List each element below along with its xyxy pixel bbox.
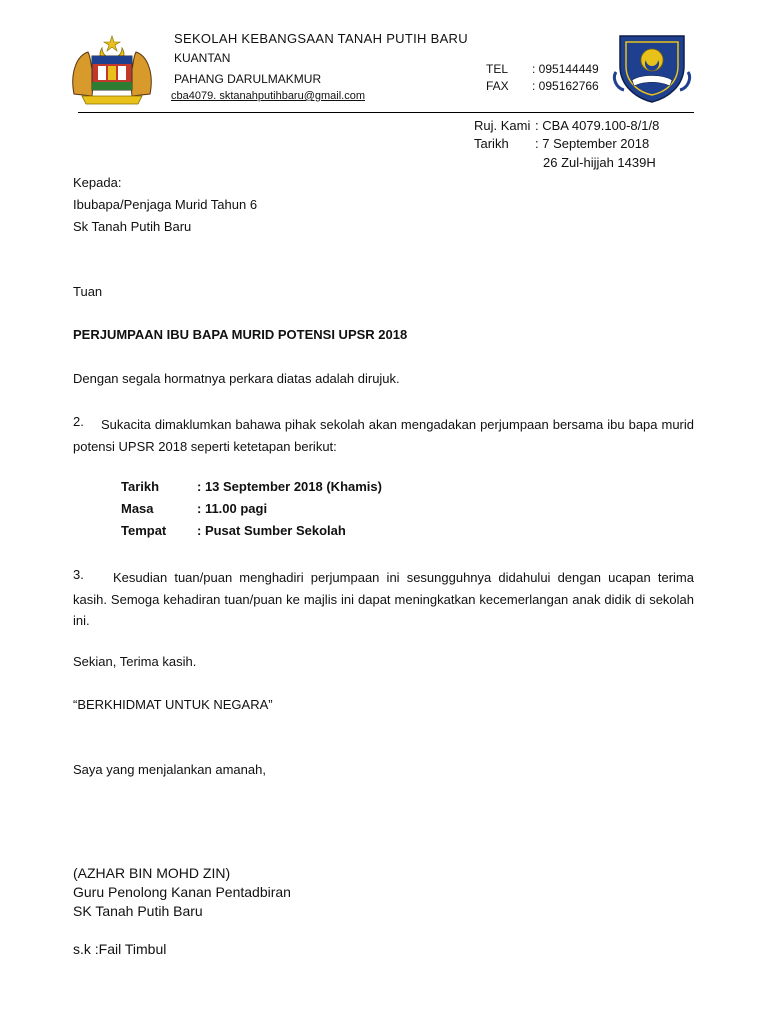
school-email-link[interactable]: cba4079. sktanahputihbaru@gmail.com <box>171 90 366 102</box>
detail-label-tempat: Tempat <box>121 523 167 538</box>
tel-label: TEL <box>486 62 509 76</box>
motto: “BERKHIDMAT UNTUK NEGARA” <box>73 697 273 712</box>
malaysia-coat-of-arms-icon <box>68 34 156 106</box>
signatory-name: (AZHAR BIN MOHD ZIN) <box>73 865 231 881</box>
header-divider <box>78 112 694 113</box>
detail-label-tarikh: Tarikh <box>121 479 160 494</box>
school-state: PAHANG DARULMAKMUR <box>174 72 322 86</box>
paragraph-3: Kesudian tuan/puan menghadiri perjumpaan ini sesungguhnya didahului dengan ucapan terima kasih. Semoga kehadiran tuan/puan ke majlis ini dapat meningkatkan kecemerlangan anak didik di sekolah ini. <box>73 570 694 628</box>
fax-value: : 095162766 <box>532 79 599 93</box>
school-name: SEKOLAH KEBANGSAAN TANAH PUTIH BARU <box>174 31 468 46</box>
closing-line: Sekian, Terima kasih. <box>73 654 197 669</box>
tarikh-value: : 7 September 2018 <box>535 136 650 151</box>
recipient-line: Ibubapa/Penjaga Murid Tahun 6 <box>73 197 258 212</box>
salutation: Tuan <box>73 284 103 299</box>
tel-value: : 095144449 <box>532 62 599 76</box>
detail-label-masa: Masa <box>121 501 154 516</box>
fax-label: FAX <box>486 79 509 93</box>
tarikh-label: Tarikh <box>474 136 509 151</box>
paragraph-1: Dengan segala hormatnya perkara diatas adalah dirujuk. <box>73 371 400 386</box>
school-city: KUANTAN <box>174 51 231 65</box>
signatory-school: SK Tanah Putih Baru <box>73 903 203 919</box>
carbon-copy: s.k :Fail Timbul <box>73 941 167 957</box>
detail-value-tempat: : Pusat Sumber Sekolah <box>197 523 346 538</box>
paragraph-2: Sukacita dimaklumkan bahawa pihak sekolah akan mengadakan perjumpaan bersama ibu bapa murid potensi UPSR 2018 seperti ketetapan berikut: <box>73 417 694 454</box>
recipient-school: Sk Tanah Putih Baru <box>73 219 192 234</box>
ruj-label: Ruj. Kami <box>474 118 531 133</box>
signoff: Saya yang menjalankan amanah, <box>73 762 266 777</box>
signatory-title: Guru Penolong Kanan Pentadbiran <box>73 884 291 900</box>
paragraph-3-number: 3. <box>73 567 84 582</box>
letter-subject: PERJUMPAAN IBU BAPA MURID POTENSI UPSR 2018 <box>73 327 408 342</box>
detail-value-masa: : 11.00 pagi <box>197 501 268 516</box>
detail-value-tarikh: : 13 September 2018 (Khamis) <box>197 479 382 494</box>
ruj-value: : CBA 4079.100-8/1/8 <box>535 118 660 133</box>
hijri-date: 26 Zul-hijjah 1439H <box>543 155 656 170</box>
paragraph-2-number: 2. <box>73 414 84 429</box>
recipient-heading: Kepada: <box>73 175 122 190</box>
school-crest-icon <box>612 32 692 104</box>
